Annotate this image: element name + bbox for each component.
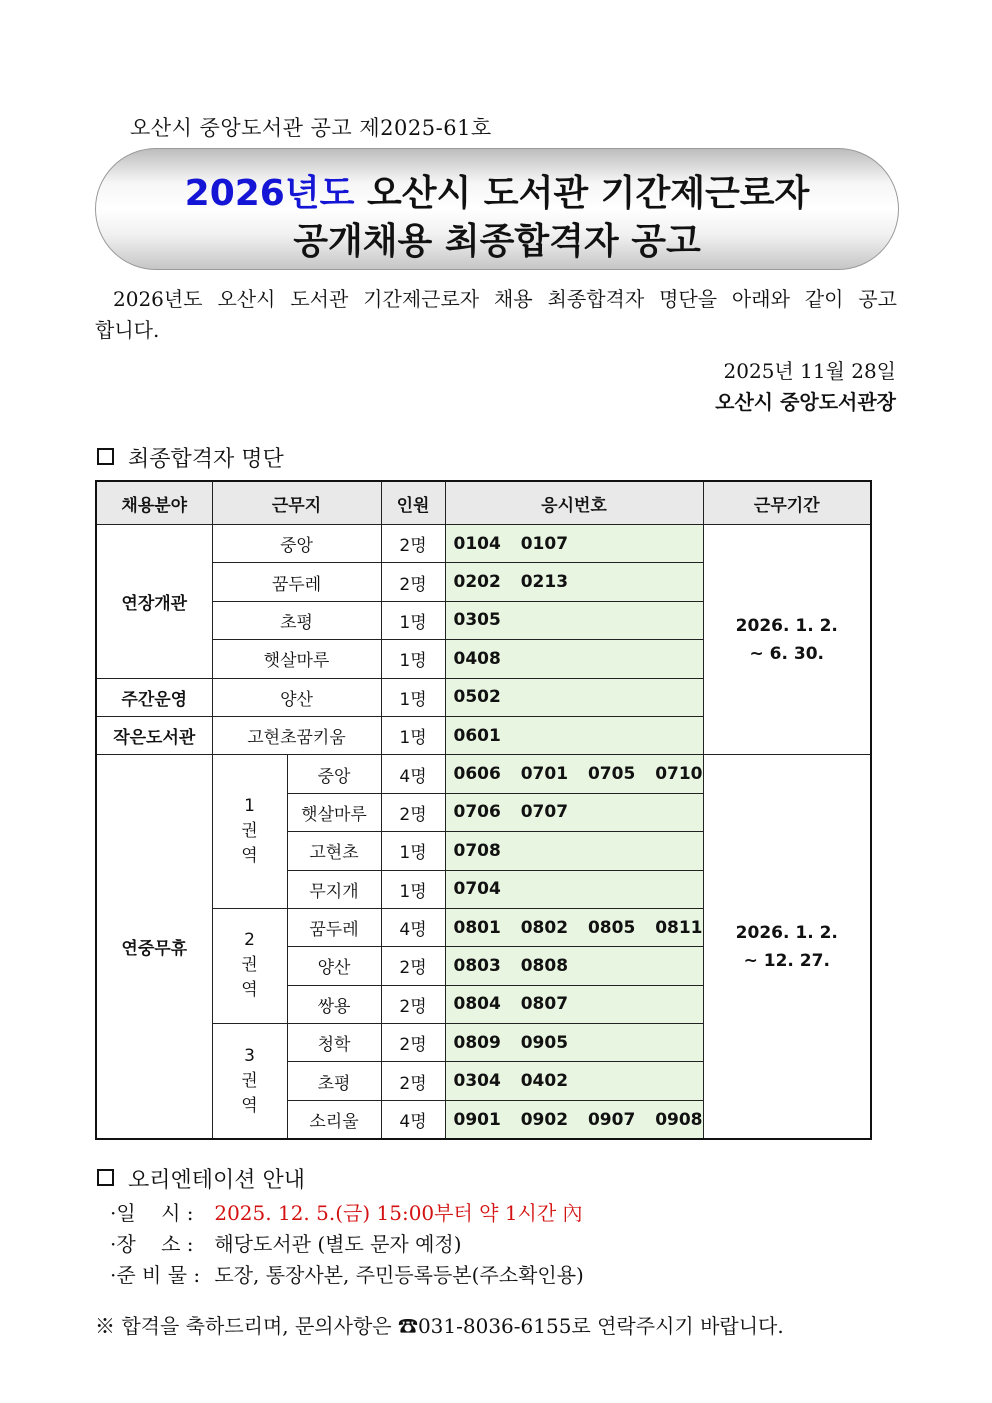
count-cell: 2명 — [381, 525, 445, 563]
count-cell: 2명 — [381, 985, 445, 1023]
orientation-place — [110, 1228, 462, 1257]
exam-numbers-cell: 0801 0802 0805 0811 — [445, 908, 703, 946]
place-cell: 꿈두레 — [212, 563, 381, 601]
exam-numbers-cell: 0809 0905 — [445, 1024, 703, 1062]
field-extended-hours: 연장개관 — [96, 525, 212, 679]
place-cell: 중앙 — [287, 755, 381, 793]
title-line-1 — [96, 165, 898, 216]
place-cell: 햇살마루 — [287, 793, 381, 831]
header-period: 근무기간 — [703, 481, 871, 525]
exam-numbers-cell: 0708 — [445, 832, 703, 870]
table-header-row — [96, 481, 871, 525]
orientation-time — [110, 1197, 583, 1226]
exam-numbers-cell: 0803 0808 — [445, 947, 703, 985]
count-cell: 2명 — [381, 947, 445, 985]
field-small-library: 작은도서관 — [96, 716, 212, 754]
place-cell: 초평 — [212, 601, 381, 639]
exam-numbers-cell: 0804 0807 — [445, 985, 703, 1023]
closing-note: ※ 합격을 축하드리며, 문의사항은 ☎031-8036-6155로 연락주시기 바랍니다. — [95, 1314, 784, 1338]
place-cell: 무지개 — [287, 870, 381, 908]
exam-numbers-cell: 0408 — [445, 640, 703, 678]
place-cell: 초평 — [287, 1062, 381, 1100]
title-line-2: 공개채용 최종합격자 공고 — [293, 221, 701, 262]
period-end: ~ 6. 30. — [749, 643, 824, 664]
count-cell: 1명 — [381, 601, 445, 639]
orientation-place-value: 해당도서관 (별도 문자 예정) — [214, 1232, 462, 1256]
section-title: 오리엔테이션 안내 — [128, 1168, 306, 1193]
checkbox-square-icon — [97, 1169, 114, 1186]
orientation-place-label: ·장 소 : — [110, 1232, 194, 1256]
region-1 — [212, 755, 287, 909]
place-cell: 햇살마루 — [212, 640, 381, 678]
place-cell: 양산 — [287, 947, 381, 985]
place-cell: 중앙 — [212, 525, 381, 563]
region-3 — [212, 1024, 287, 1140]
exam-numbers-cell: 0706 0707 — [445, 793, 703, 831]
exam-numbers-cell: 0305 — [445, 601, 703, 639]
exam-numbers-cell: 0104 0107 — [445, 525, 703, 563]
section-title: 최종합격자 명단 — [128, 447, 284, 472]
exam-numbers-cell: 0601 — [445, 716, 703, 754]
field-daytime: 주간운영 — [96, 678, 212, 716]
roster-table — [95, 480, 872, 1140]
count-cell: 4명 — [381, 755, 445, 793]
period-start: 2026. 1. 2. — [735, 615, 838, 636]
count-cell: 1명 — [381, 832, 445, 870]
period-start: 2026. 1. 2. — [735, 922, 838, 943]
place-cell: 고현초꿈키움 — [212, 716, 381, 754]
exam-numbers-cell: 0901 0902 0907 0908 — [445, 1100, 703, 1139]
field-year-round: 연중무휴 — [96, 755, 212, 1139]
header-field: 채용분야 — [96, 481, 212, 525]
count-cell: 2명 — [381, 793, 445, 831]
table-row — [96, 755, 871, 793]
count-cell: 2명 — [381, 563, 445, 601]
count-cell: 4명 — [381, 908, 445, 946]
header-count: 인원 — [381, 481, 445, 525]
period-cell-a — [703, 525, 871, 755]
orientation-items-label: ·준 비 물 : — [110, 1263, 201, 1287]
title-line-1-rest: 오산시 도서관 기간제근로자 — [354, 173, 810, 214]
exam-numbers-cell: 0606 0701 0705 0710 — [445, 755, 703, 793]
section-heading-roster — [97, 442, 284, 473]
region-label: 2 권 역 — [241, 930, 258, 1001]
header-place: 근무지 — [212, 481, 381, 525]
count-cell: 1명 — [381, 716, 445, 754]
region-label: 3 권 역 — [241, 1045, 258, 1116]
exam-numbers-cell: 0202 0213 — [445, 563, 703, 601]
count-cell: 4명 — [381, 1100, 445, 1139]
orientation-items — [110, 1259, 584, 1288]
count-cell: 1명 — [381, 870, 445, 908]
place-cell: 양산 — [212, 678, 381, 716]
header-numbers: 응시번호 — [445, 481, 703, 525]
title-banner — [95, 148, 899, 270]
orientation-time-value: 2025. 12. 5.(금) 15:00부터 약 1시간 內 — [214, 1201, 583, 1225]
place-cell: 고현초 — [287, 832, 381, 870]
title-year: 2026년도 — [184, 173, 355, 214]
notice-number: 오산시 중앙도서관 공고 제2025-61호 — [130, 116, 492, 140]
period-cell-b — [703, 755, 871, 1139]
region-label: 1 권 역 — [241, 796, 258, 867]
count-cell: 2명 — [381, 1062, 445, 1100]
section-heading-orientation — [97, 1163, 305, 1194]
exam-numbers-cell: 0502 — [445, 678, 703, 716]
place-cell: 청학 — [287, 1024, 381, 1062]
count-cell: 2명 — [381, 1024, 445, 1062]
orientation-items-value: 도장, 통장사본, 주민등록등본(주소확인용) — [214, 1263, 584, 1287]
exam-numbers-cell: 0304 0402 — [445, 1062, 703, 1100]
intro-paragraph: 2026년도 오산시 도서관 기간제근로자 채용 최종합격자 명단을 아래와 같이 공고합니다. — [95, 287, 897, 342]
notice-date: 2025년 11월 28일 — [723, 359, 896, 383]
count-cell: 1명 — [381, 640, 445, 678]
place-cell: 소리울 — [287, 1100, 381, 1139]
period-end: ~ 12. 27. — [743, 950, 830, 971]
table-row — [96, 525, 871, 563]
place-cell: 꿈두레 — [287, 908, 381, 946]
checkbox-square-icon — [97, 448, 114, 465]
orientation-time-label: ·일 시 : — [110, 1201, 194, 1225]
issuer: 오산시 중앙도서관장 — [715, 390, 896, 414]
region-2 — [212, 908, 287, 1023]
count-cell: 1명 — [381, 678, 445, 716]
place-cell: 쌍용 — [287, 985, 381, 1023]
exam-numbers-cell: 0704 — [445, 870, 703, 908]
